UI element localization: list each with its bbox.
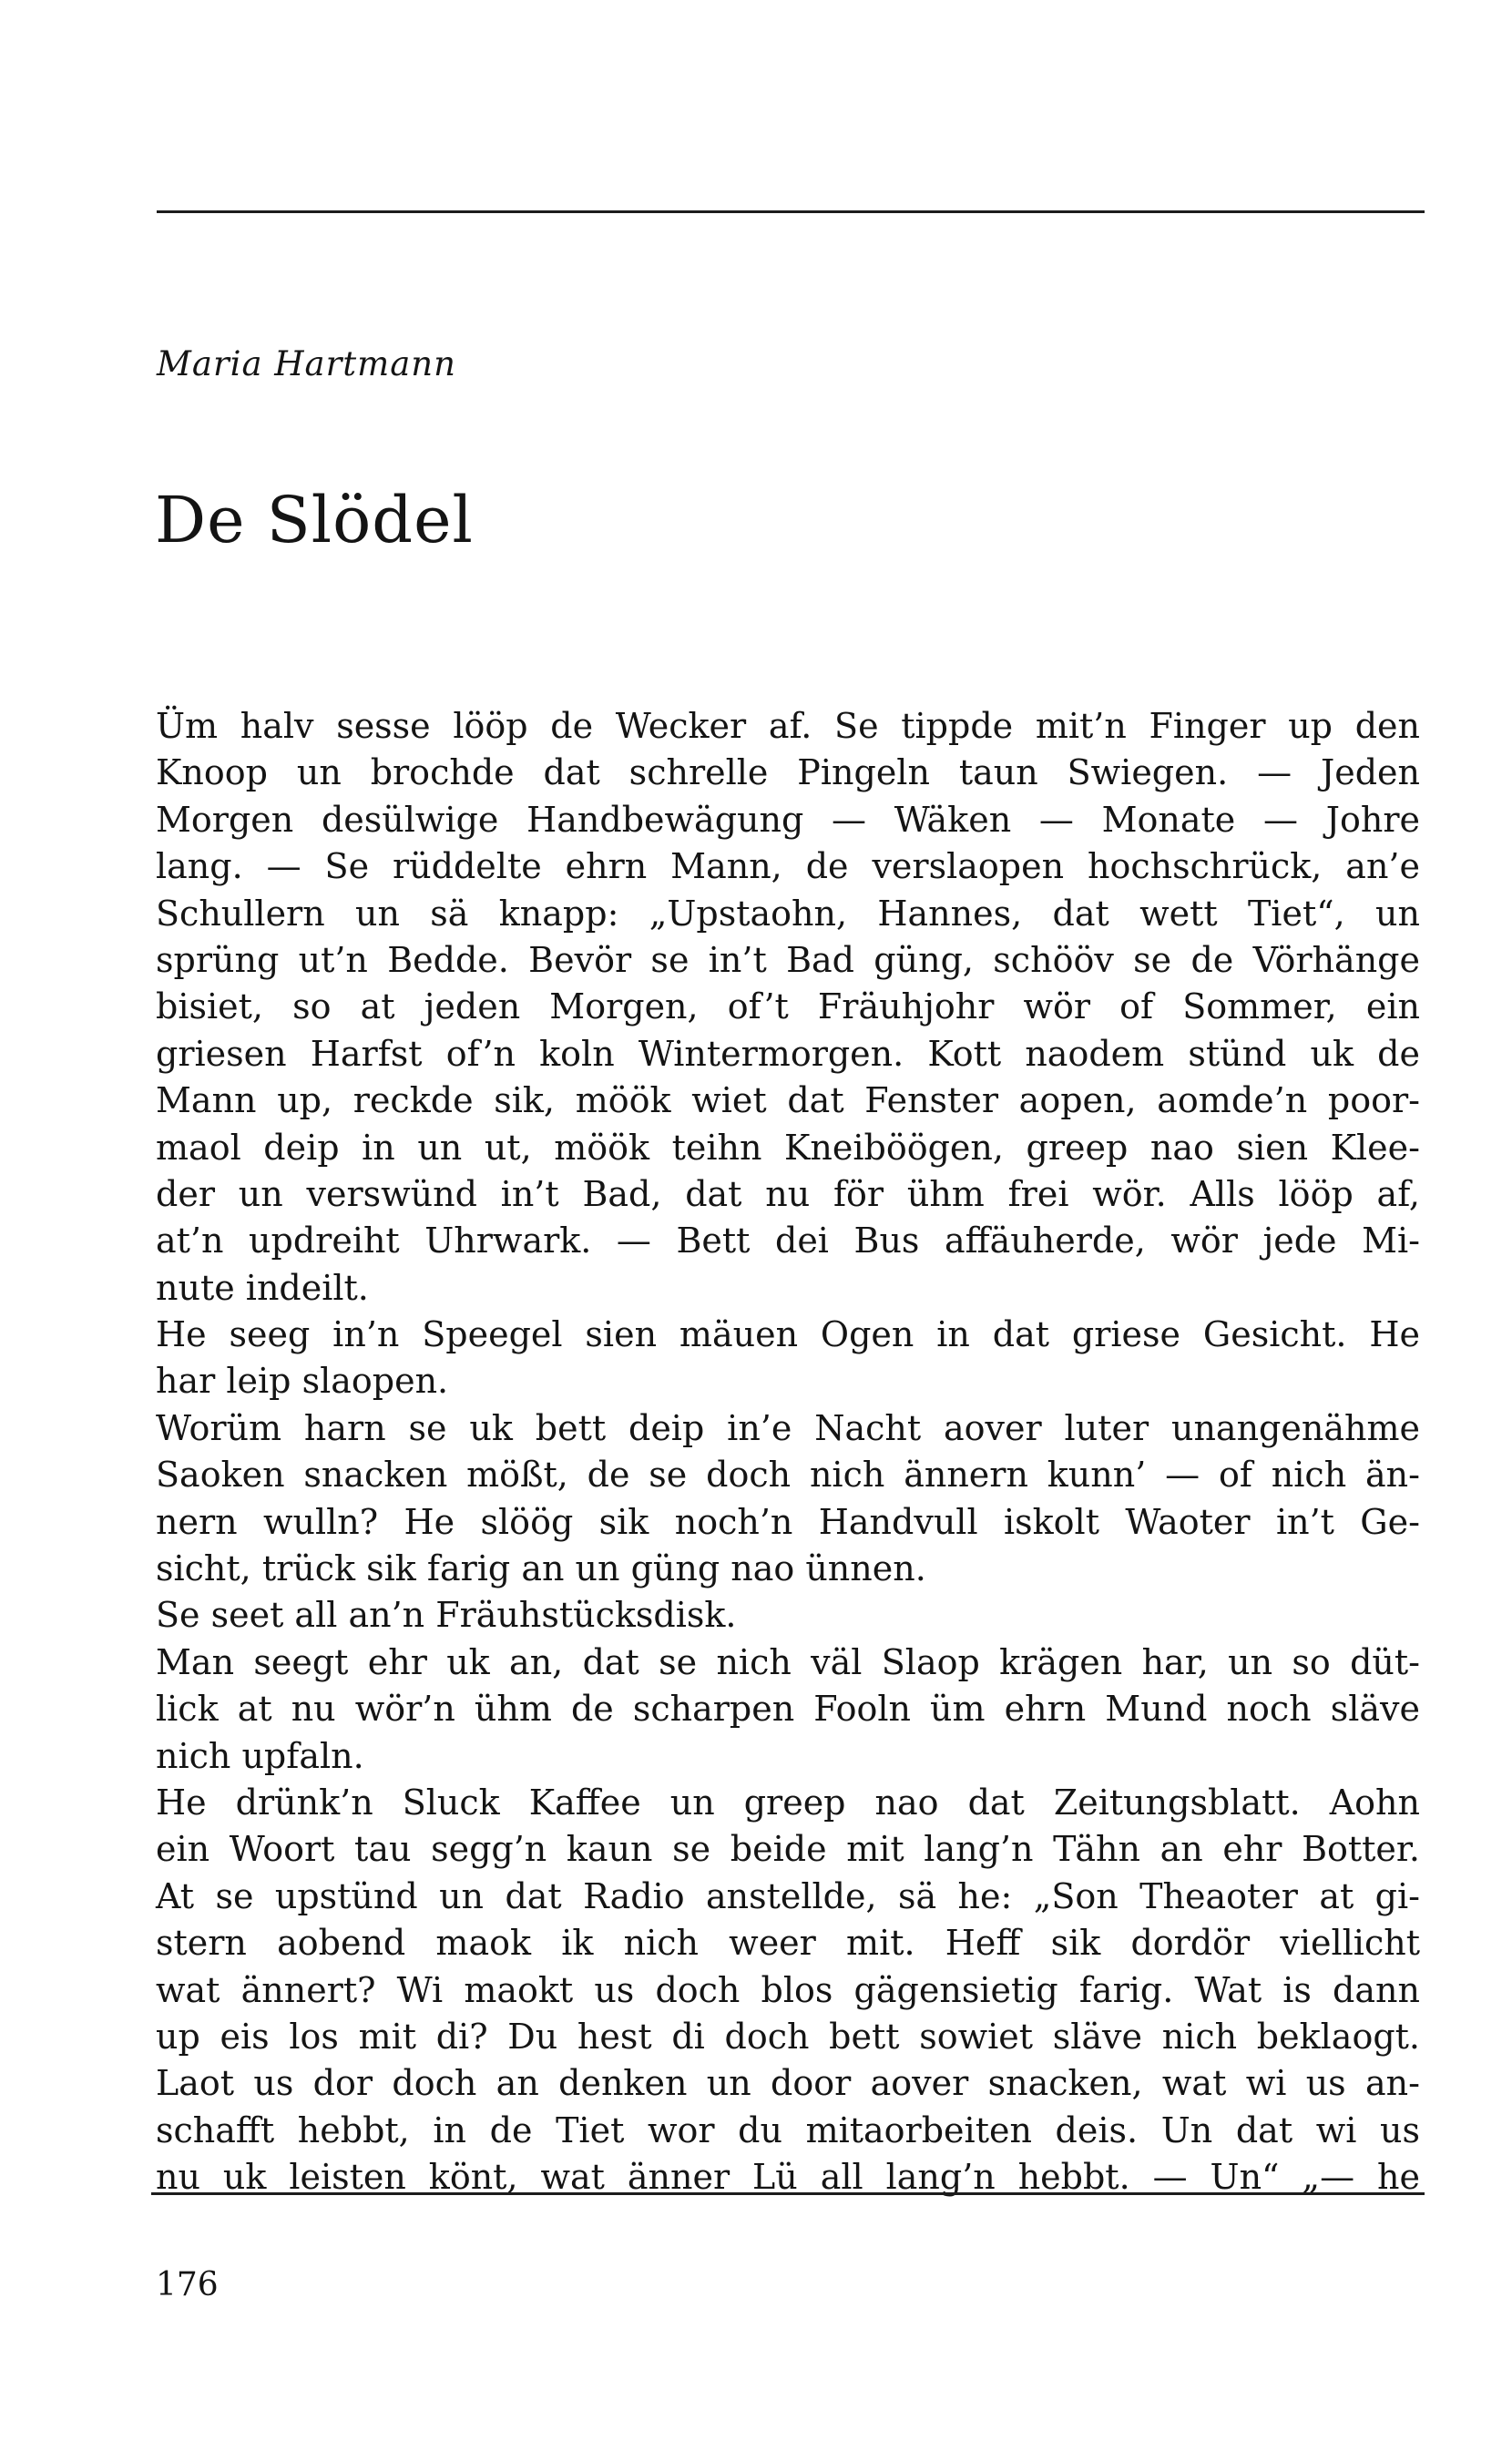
text-line: sicht, trück sik farig an un güng nao ünnen. — [156, 1548, 926, 1589]
text-line: Schullern un sä knapp: „Upstaohn, Hannes, dat wett Tiet“, un — [156, 893, 1420, 934]
text-line: lick at nu wör’n ühm de scharpen Fooln üm ehrn Mund noch släve — [156, 1689, 1420, 1730]
text-line: Üm halv sesse lööp de Wecker af. Se tippde mit’n Finger up den — [156, 706, 1420, 746]
text-line: at’n updreiht Uhrwark. — Bett dei Bus affäuherde, wör jede Mi- — [156, 1220, 1420, 1261]
text-line: Knoop un brochde dat schrelle Pingeln taun Swiegen. — Jeden — [156, 752, 1420, 793]
text-line: Se seet all an’n Fräuhstücksdisk. — [156, 1595, 737, 1636]
text-line: Saoken snacken mößt, de se doch nich ännern kunn’ — of nich än- — [156, 1455, 1420, 1496]
text-line: up eis los mit di? Du hest di doch bett sowiet släve nich beklaogt. — [156, 2016, 1420, 2057]
text-line: lang. — Se rüddelte ehrn Mann, de verslaopen hochschrück, an’e — [156, 846, 1420, 887]
text-line: nern wulln? He slöög sik noch’n Handvull iskolt Waoter in’t Ge- — [156, 1501, 1420, 1542]
text-line: der un verswünd in’t Bad, dat nu för ühm frei wör. Alls lööp af, — [156, 1173, 1420, 1214]
top-rule — [157, 210, 1425, 213]
text-line: har leip slaopen. — [156, 1361, 449, 1402]
text-line: He drünk’n Sluck Kaffee un greep nao dat Zeitungsblatt. Aohn — [156, 1782, 1420, 1823]
text-line: griesen Harfst of’n koln Wintermorgen. Kott naodem stünd uk de — [156, 1033, 1420, 1074]
text-line: ein Woort tau segg’n kaun se beide mit lang’n Tähn an ehr Botter. — [156, 1829, 1420, 1870]
text-line: Worüm harn se uk bett deip in’e Nacht aover luter unangenähme — [156, 1407, 1420, 1448]
text-line: bisiet, so at jeden Morgen, of’t Fräuhjohr wör of Sommer, ein — [156, 986, 1420, 1027]
text-line: Mann up, reckde sik, möök wiet dat Fenster aopen, aomde’n poor- — [156, 1080, 1420, 1121]
text-line: maol deip in un ut, möök teihn Kneiböögen, greep nao sien Klee- — [156, 1127, 1420, 1168]
text-line: stern aobend maok ik nich weer mit. Heff sik dordör viellicht — [156, 1923, 1420, 1964]
story-title: De Slödel — [155, 483, 474, 557]
text-line: nich upfaln. — [156, 1735, 364, 1776]
text-line: At se upstünd un dat Radio anstellde, sä he: „Son Theaoter at gi- — [156, 1875, 1420, 1916]
bottom-rule — [151, 2192, 1425, 2195]
text-line: wat ännert? Wi maokt us doch blos gägensietig farig. Wat is dann — [156, 1969, 1420, 2010]
text-line: nu uk leisten könt, wat änner Lü all lang’n hebbt. — Un“ „— he — [156, 2157, 1420, 2198]
text-line: nute indeilt. — [156, 1267, 369, 1308]
text-line: He seeg in’n Speegel sien mäuen Ogen in dat griese Gesicht. He — [156, 1314, 1420, 1355]
page-number: 176 — [156, 2266, 219, 2303]
story-body — [156, 703, 1420, 2201]
text-line: sprüng ut’n Bedde. Bevör se in’t Bad güng, schööv se de Vörhänge — [156, 939, 1420, 980]
author-name: Maria Hartmann — [157, 344, 456, 383]
text-line: schafft hebbt, in de Tiet wor du mitaorbeiten deis. Un dat wi us — [156, 2109, 1420, 2150]
text-line: Morgen desülwige Handbewägung — Wäken — Monate — Johre — [156, 799, 1420, 840]
text-line: Man seegt ehr uk an, dat se nich väl Slaop krägen har, un so düt- — [156, 1641, 1420, 1682]
text-line: Laot us dor doch an denken un door aover snacken, wat wi us an- — [156, 2063, 1420, 2104]
